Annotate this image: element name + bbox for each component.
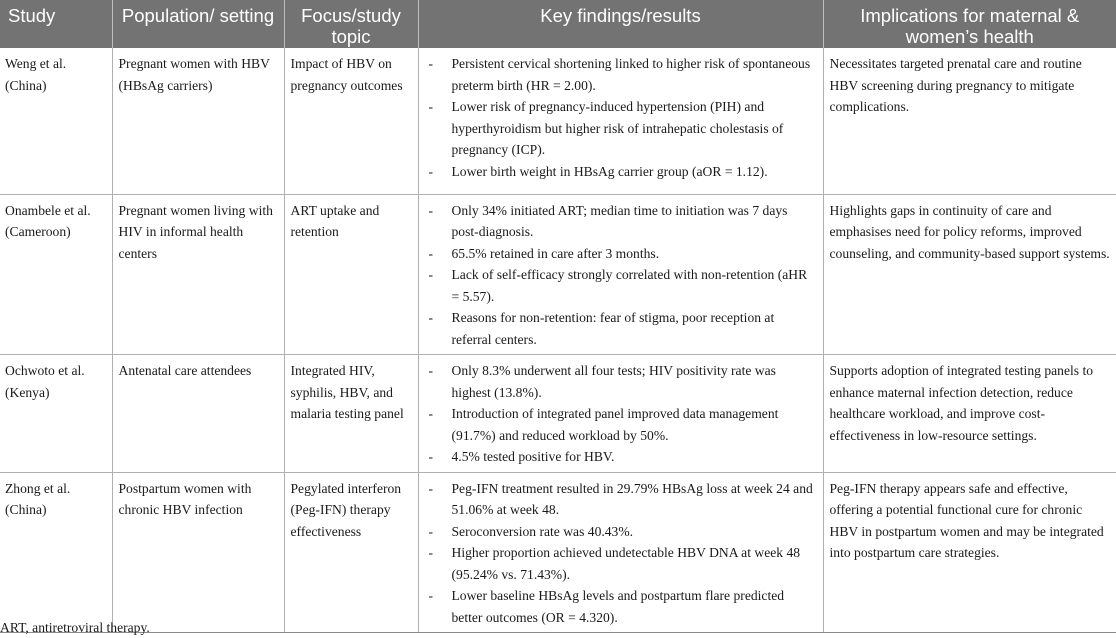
table-footnote: ART, antiretroviral therapy. [0, 620, 150, 635]
cell-study: Onambele et al. (Cameroon) [0, 194, 112, 355]
cell-focus: Impact of HBV on pregnancy outcomes [284, 48, 418, 194]
table-row [0, 472, 1116, 633]
cell-focus: Pegylated interferon (Peg-IFN) therapy effectiveness [284, 472, 418, 633]
cell-population: Pregnant women living with HIV in informal health centers [112, 194, 284, 355]
cell-implications: Peg-IFN therapy appears safe and effective, offering a potential functional cure for chronic HBV in postpartum women and may be integrated into postpartum care strategies. [823, 472, 1116, 633]
finding-item: - 4.5% tested positive for HBV. [425, 446, 818, 468]
finding-item: - Only 8.3% underwent all four tests; HIV positivity rate was highest (13.8%). [425, 360, 818, 403]
cell-implications: Necessitates targeted prenatal care and routine HBV screening during pregnancy to mitigate complications. [823, 48, 1116, 194]
table-row [0, 355, 1116, 473]
finding-item: - Only 34% initiated ART; median time to initiation was 7 days post-diagnosis. [425, 200, 818, 243]
cell-population: Pregnant women with HBV (HBsAg carriers) [112, 48, 284, 194]
finding-item: - Higher proportion achieved undetectable HBV DNA at week 48 (95.24% vs. 71.43%). [425, 542, 818, 585]
findings-list [425, 53, 818, 182]
header-row [0, 0, 1116, 48]
cell-findings [418, 194, 823, 355]
finding-item: - Lower baseline HBsAg levels and postpartum flare predicted better outcomes (OR = 4.320). [425, 585, 818, 628]
header-population: Population/ setting [112, 0, 284, 48]
finding-item: - Lower risk of pregnancy-induced hypertension (PIH) and hyperthyroidism but higher risk of intrahepatic cholestasis of pregnancy (ICP). [425, 96, 818, 161]
cell-study: Ochwoto et al. (Kenya) [0, 355, 112, 473]
table-row [0, 48, 1116, 194]
findings-list [425, 478, 818, 629]
finding-item: - Introduction of integrated panel improved data management (91.7%) and reduced workload by 50%. [425, 403, 818, 446]
cell-focus: Integrated HIV, syphilis, HBV, and malaria testing panel [284, 355, 418, 473]
header-implications: Implications for maternal & women’s health [823, 0, 1116, 48]
finding-item: - 65.5% retained in care after 3 months. [425, 243, 818, 265]
finding-item: - Reasons for non-retention: fear of stigma, poor reception at referral centers. [425, 307, 818, 350]
header-focus: Focus/study topic [284, 0, 418, 48]
cell-implications: Supports adoption of integrated testing panels to enhance maternal infection detection, reduce healthcare workload, and improve cost-effectiveness in low-resource settings. [823, 355, 1116, 473]
finding-item: - Peg-IFN treatment resulted in 29.79% HBsAg loss at week 24 and 51.06% at week 48. [425, 478, 818, 521]
cell-findings [418, 472, 823, 633]
findings-list [425, 360, 818, 468]
table-body [0, 48, 1116, 633]
cell-study: Zhong et al. (China) [0, 472, 112, 633]
cell-population: Antenatal care attendees [112, 355, 284, 473]
cell-population: Postpartum women with chronic HBV infection [112, 472, 284, 633]
table-row [0, 194, 1116, 355]
findings-list [425, 200, 818, 351]
cell-implications: Highlights gaps in continuity of care and emphasises need for policy reforms, improved counseling, and community-based support systems. [823, 194, 1116, 355]
cell-study: Weng et al. (China) [0, 48, 112, 194]
header-study: Study [0, 0, 112, 48]
table-header [0, 0, 1116, 48]
cell-findings [418, 48, 823, 194]
header-findings: Key findings/results [418, 0, 823, 48]
finding-item: - Lower birth weight in HBsAg carrier group (aOR = 1.12). [425, 161, 818, 183]
cell-focus: ART uptake and retention [284, 194, 418, 355]
finding-item: - Persistent cervical shortening linked to higher risk of spontaneous preterm birth (HR = 2.00). [425, 53, 818, 96]
finding-item: - Seroconversion rate was 40.43%. [425, 521, 818, 543]
cell-findings [418, 355, 823, 473]
finding-item: - Lack of self-efficacy strongly correlated with non-retention (aHR = 5.57). [425, 264, 818, 307]
